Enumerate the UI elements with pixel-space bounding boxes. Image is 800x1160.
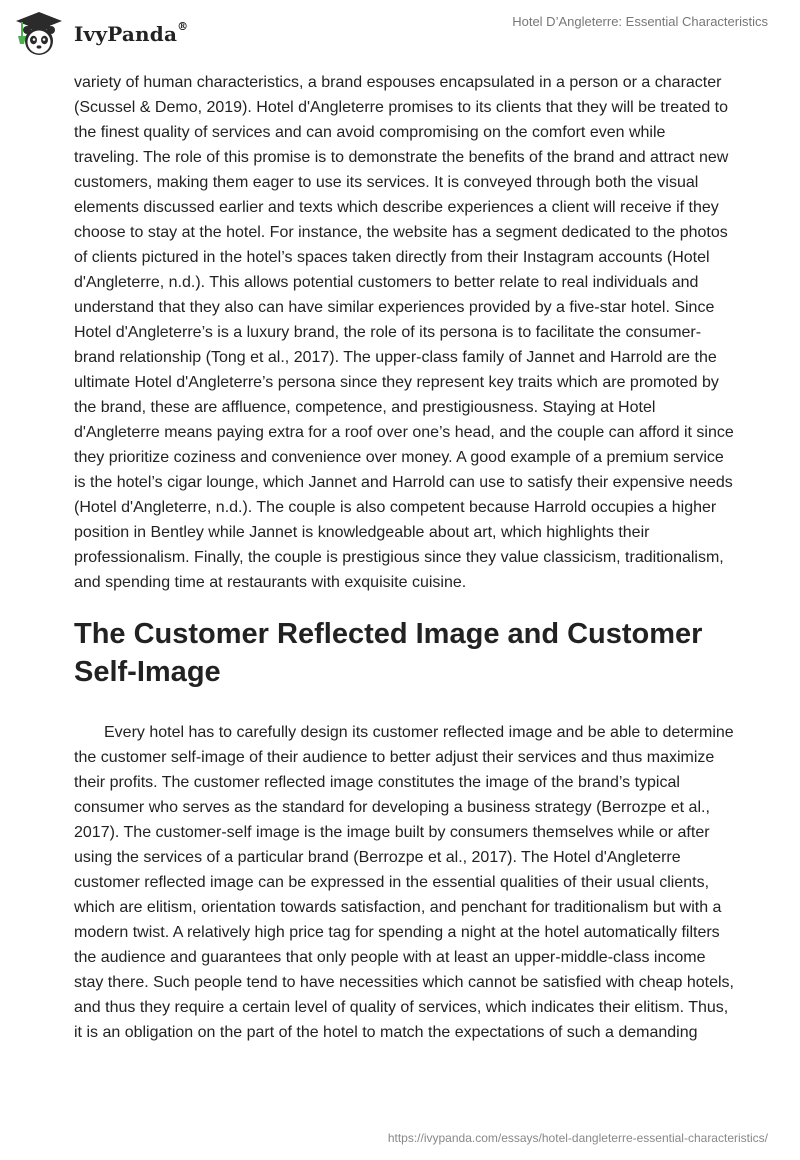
section-heading: The Customer Reflected Image and Customer Self-Image <box>74 618 703 688</box>
panda-logo-icon[interactable] <box>14 10 64 58</box>
brand-name[interactable] <box>74 22 188 46</box>
essay-content <box>74 70 734 1045</box>
source-url[interactable]: https://ivypanda.com/essays/hotel-dangleterre-essential-characteristics/ <box>387 1131 768 1145</box>
brand-text: IvyPanda <box>74 22 178 46</box>
body-paragraph: Every hotel has to carefully design its customer reflected image and be able to determine the customer self-image of their audience to better adjust their services and thus maximize their profits. The customer reflected image constitutes the image of the brand’s typical consumer who serves as the standard for developing a business strategy (Berrozpe et al., 2017). The customer-self image is the image built by consumers themselves while or after using the services of a particular brand (Berrozpe et al., 2017). The Hotel d'Angleterre customer reflected image can be expressed in the essential qualities of their usual clients, which are elitism, orientation towards satisfaction, and penchant for traditionalism but with a modern twist. A relatively high price tag for spending a night at the hotel automatically filters the audience and guarantees that only people with at least an upper-middle-class income stay there. Such people tend to have necessities which cannot be satisfied with cheap hotels, and thus they require a certain level of quality of services, which indicates their elitism. Thus, it is an obligation on the part of the hotel to match the expectations of such a demanding <box>74 724 734 1041</box>
document-title: Hotel D’Angleterre: Essential Characteristics <box>512 14 768 29</box>
registered-mark: ® <box>177 20 189 33</box>
page-header <box>0 0 800 70</box>
body-paragraph: variety of human characteristics, a brand espouses encapsulated in a person or a character (Scussel & Demo, 2019). Hotel d'Angleterre promises to its clients that they will be treated to the finest quality of services and can avoid compromising on the comfort even while traveling. The role of this promise is to demonstrate the benefits of the brand and attract new customers, making them eager to use its services. It is conveyed through both the visual elements discussed earlier and texts which describe experiences a client will receive if they choose to stay at the hotel. For instance, the website has a segment dedicated to the photos of clients pictured in the hotel’s spaces taken directly from their Instagram accounts (Hotel d'Angleterre, n.d.). This allows potential customers to better relate to real individuals and understand that they also can have similar experiences provided by a five-star hotel. Since Hotel d'Angleterre’s is a luxury brand, the role of its persona is to facilitate the consumer-brand relationship (Tong et al., 2017). The upper-class family of Jannet and Harrold are the ultimate Hotel d'Angleterre’s persona since they represent key traits which are promoted by the brand, these are affluence, competence, and prestigiousness. Staying at Hotel d'Angleterre means paying extra for a roof over one’s head, and the couple can afford it since they prioritize coziness and convenience over money. A good example of a premium service is the hotel’s cigar lounge, which Jannet and Harrold can use to satisfy their expensive needs (Hotel d'Angleterre, n.d.). The couple is also competent because Harrold occupies a higher position in Bentley while Jannet is knowledgeable about art, which highlights their professionalism. Finally, the couple is prestigious since they value classicism, traditionalism, and spending time at restaurants with exquisite cuisine. <box>74 74 734 591</box>
